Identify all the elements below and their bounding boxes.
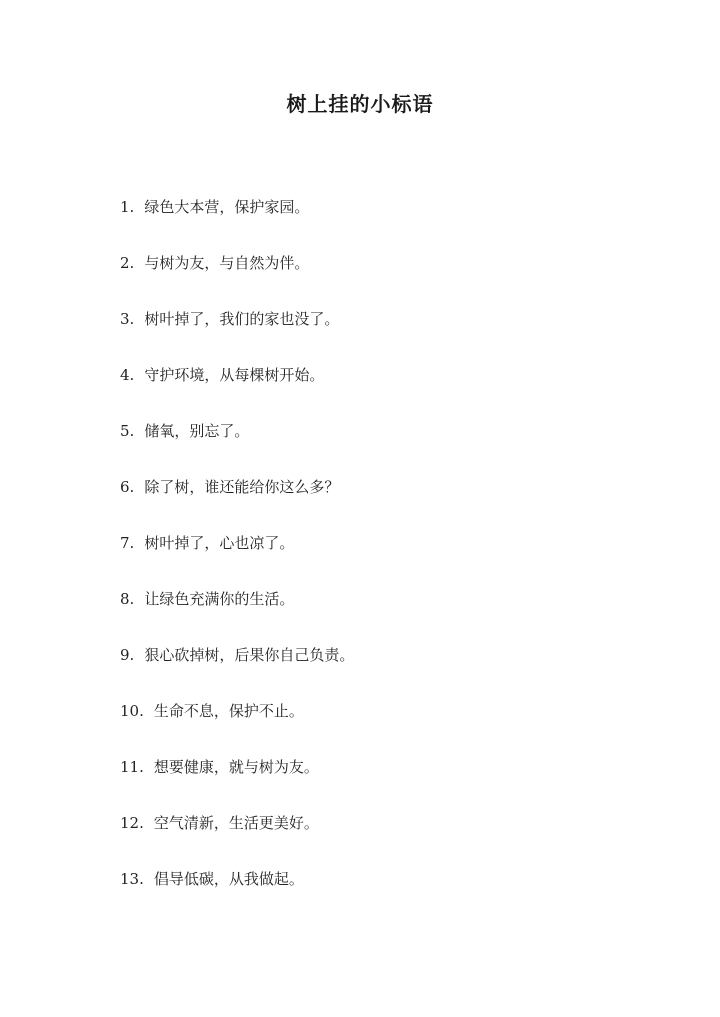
item-number: 4. (120, 366, 135, 384)
item-text: 倡导低碳，从我做起。 (153, 870, 304, 888)
list-item (120, 529, 640, 585)
item-text: 空气清新，生活更美好。 (153, 814, 319, 832)
item-number: 9. (120, 646, 135, 664)
slogan-list (120, 193, 640, 921)
list-item (120, 753, 640, 809)
item-number: 13. (120, 870, 144, 888)
item-number: 6. (120, 478, 135, 496)
list-item (120, 305, 640, 361)
list-item (120, 193, 640, 249)
item-text: 除了树，谁还能给你这么多？ (144, 478, 340, 496)
item-number: 7. (120, 534, 135, 552)
item-number: 11. (120, 758, 144, 776)
item-text: 树叶掉了，心也凉了。 (144, 534, 295, 552)
list-item (120, 697, 640, 753)
list-item (120, 865, 640, 921)
item-number: 2. (120, 254, 135, 272)
list-item (120, 585, 640, 641)
list-item (120, 641, 640, 697)
item-number: 12. (120, 814, 144, 832)
list-item (120, 417, 640, 473)
list-item (120, 361, 640, 417)
list-item (120, 249, 640, 305)
item-text: 守护环境，从每棵树开始。 (144, 366, 325, 384)
item-number: 10. (120, 702, 144, 720)
item-text: 让绿色充满你的生活。 (144, 590, 295, 608)
item-number: 1. (120, 198, 135, 216)
page-title: 树上挂的小标语 (286, 92, 434, 116)
item-text: 树叶掉了，我们的家也没了。 (144, 310, 340, 328)
item-text: 储氧，别忘了。 (144, 422, 250, 440)
item-text: 绿色大本营，保护家园。 (144, 198, 310, 216)
item-text: 生命不息，保护不止。 (153, 702, 304, 720)
item-text: 与树为友，与自然为伴。 (144, 254, 310, 272)
list-item (120, 809, 640, 865)
item-number: 5. (120, 422, 135, 440)
list-item (120, 473, 640, 529)
item-text: 想要健康，就与树为友。 (153, 758, 319, 776)
item-number: 3. (120, 310, 135, 328)
item-text: 狠心砍掉树，后果你自己负责。 (144, 646, 355, 664)
item-number: 8. (120, 590, 135, 608)
